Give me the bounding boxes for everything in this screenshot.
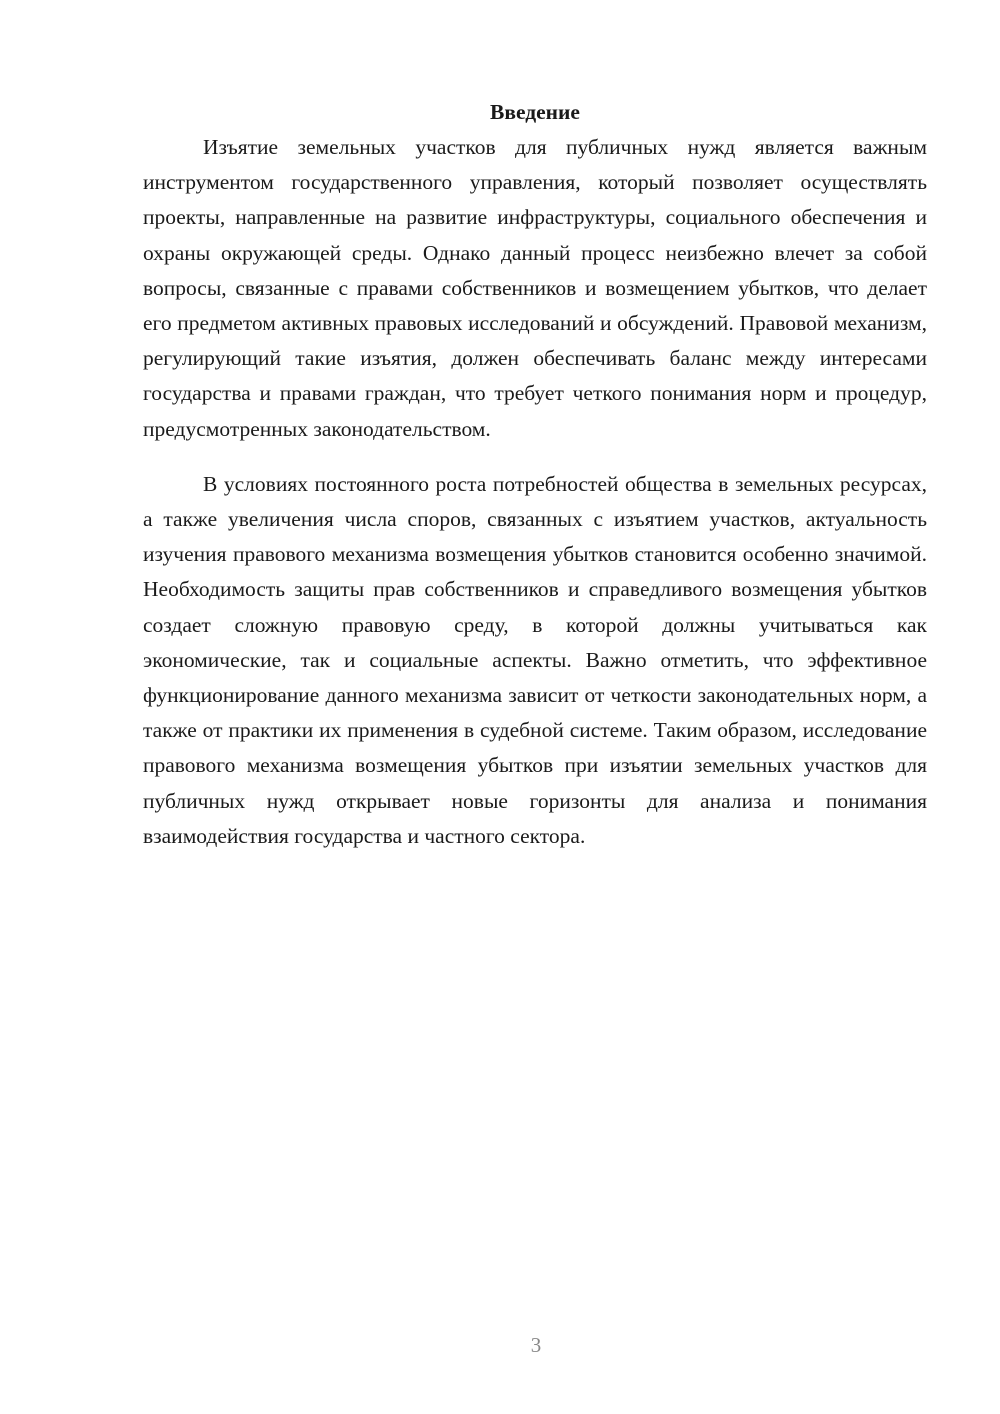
paragraph-1: Изъятие земельных участков для публичных нужд является важным инструментом государственного управления, который позволяет осуществлять проекты, направленные на развитие инфраструктуры, социального обеспечения и охраны окружающей среды. Однако данный процесс неизбежно влечет за собой вопросы, связанные с правами собственников и возмещением убытков, что делает его предметом активных правовых исследований и обсуждений. Правовой механизм, регулирующий такие изъятия, должен обеспечивать баланс между интересами государства и правами граждан, что требует четкого понимания норм и процедур, предусмотренных законодательством. <box>143 135 927 441</box>
document-body <box>143 95 927 854</box>
section-heading: Введение <box>490 100 580 124</box>
page-number: 3 <box>530 1333 542 1357</box>
paragraph-2: В условиях постоянного роста потребностей общества в земельных ресурсах, а также увеличения числа споров, связанных с изъятием участков, актуальность изучения правового механизма возмещения убытков становится особенно значимой. Необходимость защиты прав собственников и справедливого возмещения убытков создает сложную правовую среду, в которой должны учитываться как экономические, так и социальные аспекты. Важно отметить, что эффективное функционирование данного механизма зависит от четкости законодательных норм, а также от практики их применения в судебной системе. Таким образом, исследование правового механизма возмещения убытков при изъятии земельных участков для публичных нужд открывает новые горизонты для анализа и понимания взаимодействия государства и частного сектора. <box>143 471 927 848</box>
